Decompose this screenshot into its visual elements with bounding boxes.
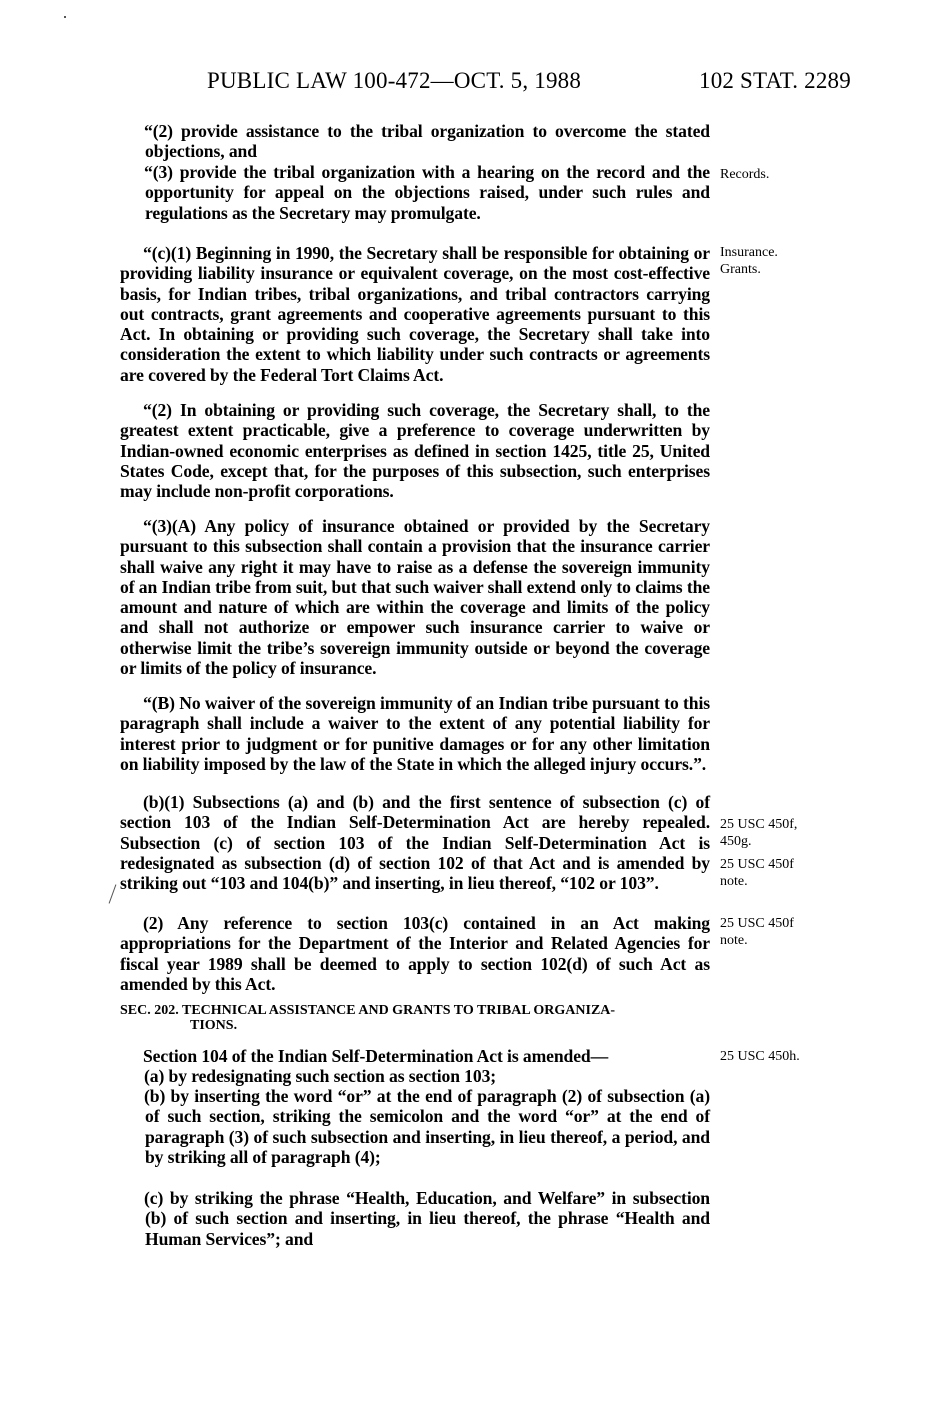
running-header-title: PUBLIC LAW 100-472—OCT. 5, 1988 xyxy=(207,68,582,93)
paragraph-b-1: (b)(1) Subsections (a) and (b) and the first sentence of subsection (c) of section 103 of the Indian Self-Determination Act are hereby repealed. Subsection (c) of section 103 of the Indian Self-Determination Act is redesignated as subsection (d) of section 102 of that Act and is amended by striking out “103 and 104(b)” and inserting, in lieu thereof, “102 or 103”. xyxy=(120,792,710,894)
margin-note-grants: Grants. xyxy=(720,262,761,277)
margin-note-usc-450h: 25 USC 450h. xyxy=(720,1049,800,1064)
paragraph-3-3: “(3) provide the tribal organization with a hearing on the record and the opportunity for appeal on the objections raised, under such rules and regulations as the Secretary may promulgate. xyxy=(144,162,710,223)
margin-note-usc-450f-line1: 25 USC 450f, xyxy=(720,817,798,832)
paragraph-b-2: (2) Any reference to section 103(c) contained in an Act making appropriations for the Department of the Interior and Related Agencies for fiscal year 1989 shall be deemed to apply to section 102(d) of such Act as amended by this Act. xyxy=(120,913,710,994)
margin-note-records: Records. xyxy=(720,167,770,182)
margin-note-insurance: Insurance. xyxy=(720,245,778,260)
paragraph-c-3-b: “(B) No waiver of the sovereign immunity of an Indian tribe pursuant to this paragraph shall include a waiver to the extent of any potential liability for interest prior to judgment or for punitive damages or for any other limitation on liability imposed by the law of the State in which the alleged injury occurs.”. xyxy=(120,693,710,774)
scan-speck xyxy=(64,16,66,18)
section-heading-line2: TIONS. xyxy=(190,1018,238,1033)
section-heading xyxy=(120,1003,710,1033)
amendment-b: (b) by inserting the word “or” at the end of paragraph (2) of subsection (a) of such section, striking the semicolon and the word “or” at the end of paragraph (3) of such subsection and inserting, in lieu thereof, a period, and by striking all of paragraph (4); xyxy=(144,1086,710,1167)
scan-pen-mark xyxy=(109,884,117,903)
running-header-page: 102 STAT. 2289 xyxy=(699,68,851,93)
section-heading-line1: SEC. 202. TECHNICAL ASSISTANCE AND GRANTS TO TRIBAL ORGANIZA- xyxy=(120,1003,616,1018)
paragraph-c-2: “(2) In obtaining or providing such coverage, the Secretary shall, to the greatest extent practicable, give a preference to coverage underwritten by Indian-owned economic enterprises as defined in section 1425, title 25, United States Code, except that, for the purposes of this subsection, such enterprises may include non-profit corporations. xyxy=(120,400,710,502)
paragraph-c-1: “(c)(1) Beginning in 1990, the Secretary shall be responsible for obtaining or providing liability insurance or equivalent coverage, on the most cost-effective basis, for Indian tribes, tribal organizations, and tribal contractors carrying out contracts, grant agreements and cooperative agreements pursuant to this Act. In obtaining or providing such coverage, the Secretary shall take into consideration the extent to which liability under such contracts or agreements are covered by the Federal Tort Claims Act. xyxy=(120,243,710,385)
margin-note-usc-450f-note-a-line2: note. xyxy=(720,874,748,889)
paragraph-c-3-a: “(3)(A) Any policy of insurance obtained or provided by the Secretary pursuant to this subsection shall contain a provision that the insurance carrier shall waive any right it may have to raise as a defense the sovereign immunity of an Indian tribe from suit, but that such waiver shall extend only to claims the amount and nature of which are within the coverage and limits of the policy and shall not authorize or empower such insurance carrier to waive or otherwise limit the tribe’s sovereign immunity outside or beyond the coverage or limits of the policy of insurance. xyxy=(120,516,710,679)
margin-note-usc-450f-note-a-line1: 25 USC 450f xyxy=(720,857,794,872)
section-intro: Section 104 of the Indian Self-Determination Act is amended— xyxy=(143,1046,609,1066)
margin-note-usc-450f-note-b-line1: 25 USC 450f xyxy=(720,916,794,931)
margin-note-usc-450f-note-b-line2: note. xyxy=(720,933,748,948)
amendment-c: (c) by striking the phrase “Health, Education, and Welfare” in subsection (b) of such section and inserting, in lieu thereof, the phrase “Health and Human Services”; and xyxy=(144,1188,710,1249)
amendment-a: (a) by redesignating such section as section 103; xyxy=(144,1066,497,1086)
margin-note-usc-450f-line2: 450g. xyxy=(720,834,752,849)
paragraph-3-2: “(2) provide assistance to the tribal organization to overcome the stated objections, and xyxy=(144,121,710,162)
